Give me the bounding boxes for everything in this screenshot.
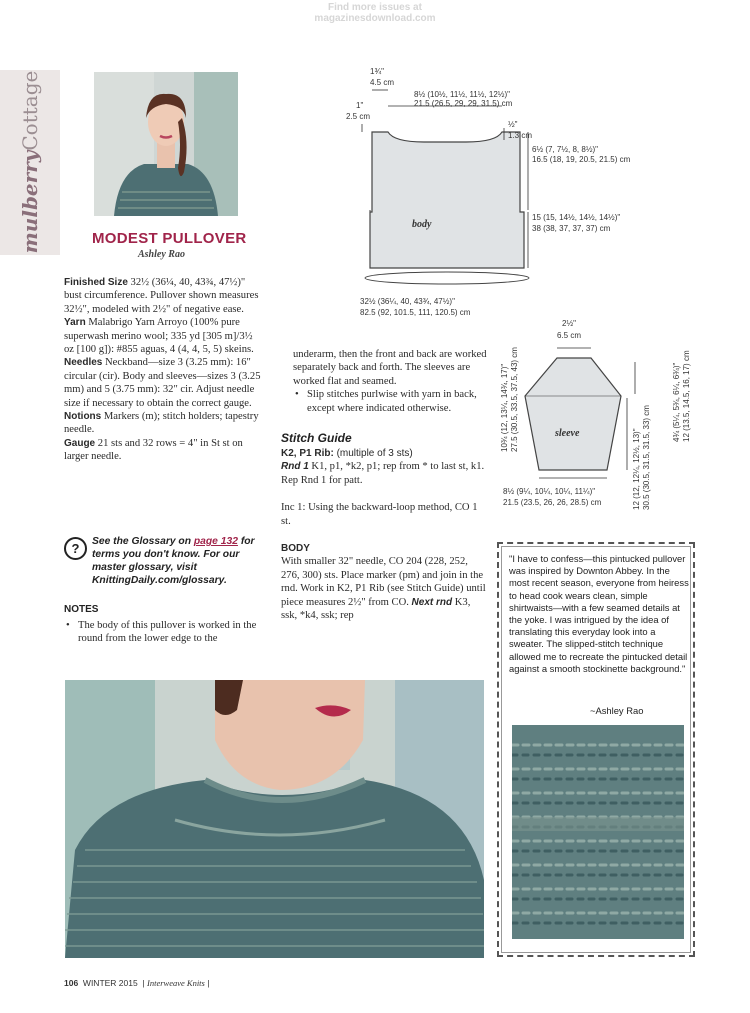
watermark-line2: magazinesdownload.com (314, 13, 436, 24)
quote-attribution: ~Ashley Rao (590, 705, 644, 716)
notes-continued-text: underarm, then the front and back are worked separately back and forth. The sleeves are worked flat and seamed. (293, 349, 487, 387)
sleeve-schematic (495, 318, 700, 518)
needles-label: Needles (64, 357, 103, 369)
finished-size (64, 276, 264, 316)
rib-multiple: (multiple of 3 sts) (333, 448, 413, 459)
portrait-photo (94, 72, 238, 216)
pattern-title: MODEST PULLOVER (92, 230, 247, 247)
edge-cm: 2.5 cm (346, 112, 371, 121)
repeat-text: Rep Rnd 1 for patt. (281, 474, 363, 486)
rnd1-text: K1, p1, *k2, p1; rep from * to last st, k1. (308, 461, 485, 473)
caph-cm: 12 (13.5, 14.5, 16, 17) cm (682, 350, 691, 442)
magazine-name: Interweave Knits (147, 978, 205, 988)
body-label: body (412, 219, 432, 230)
glossary-text (92, 535, 264, 587)
question-icon: ? (64, 537, 87, 560)
cuff-cm: 21.5 (23.5, 26, 26, 28.5) cm (503, 498, 602, 507)
next-rnd-label: Next rnd (411, 596, 453, 608)
gauge (64, 437, 264, 464)
needles (64, 356, 264, 410)
notions-label: Notions (64, 411, 102, 423)
next-rnd-text: K3, ssk, *k4, ssk; rep (281, 596, 471, 622)
glossary-before: See the Glossary on (92, 536, 194, 547)
finished-size-text: 32½ (36¼, 40, 43¾, 47½)" bust circumference. Pullover shown measures 32½", modeled with 2½" of negative ease. (64, 277, 259, 315)
watermark-line1: Find more issues at (328, 2, 422, 13)
notions-text: Markers (m); stitch holders; tapestry needle. (64, 411, 259, 436)
length-cm: 38 (38, 37, 37, 37) cm (532, 224, 611, 233)
swatch-photo (512, 725, 684, 939)
notes-bullet-1: • The body of this pullover is worked in the round from the lower edge to the (64, 619, 264, 646)
armhole-cm: 16.5 (18, 19, 20.5, 21.5) cm (532, 155, 631, 164)
length-in: 15 (15, 14½, 14½, 14½)" (532, 213, 621, 222)
rib-label: K2, P1 Rib: (281, 448, 334, 459)
designer-name: Ashley Rao (138, 249, 185, 260)
shoulder-in: 1¾" (370, 67, 384, 76)
page-number: 106 (64, 978, 79, 988)
caph-in: 4¾ (5¼, 5¾, 6¼, 6¾)" (672, 362, 681, 442)
finished-size-label: Finished Size (64, 277, 128, 288)
notes-text (64, 619, 264, 646)
sleeve-len-cm: 30.5 (30.5, 31.5, 31.5, 33) cm (642, 405, 651, 510)
inc-text: Inc 1: Using the backward-loop method, CO 1 st. (281, 502, 478, 527)
specs-column (64, 276, 264, 464)
section-tab-label (18, 71, 42, 254)
neck-in: 8½ (10½, 11½, 11½, 12½)" (414, 90, 510, 99)
rib-definition (281, 447, 486, 460)
page-folio: 106 WINTER 2015 | Interweave Knits | (64, 978, 210, 988)
shoulder-cm: 4.5 cm (370, 78, 395, 87)
glossary-page-link[interactable]: page 132 (193, 536, 238, 547)
upper-in: 10¾ (12, 13¼, 14¾, 17)" (500, 363, 509, 452)
gauge-label: Gauge (64, 437, 96, 449)
glossary-after: for terms you don't know. For our master glossary, visit KnittingDaily.com/glossary. (92, 536, 255, 586)
notes-heading: NOTES (64, 604, 99, 615)
body-heading: BODY (281, 543, 310, 555)
body-schematic (330, 60, 650, 322)
stitch-guide-heading: Stitch Guide (281, 431, 352, 445)
cap-cm: 6.5 cm (557, 331, 582, 340)
bust-cm: 82.5 (92, 101.5, 111, 120.5) cm (360, 308, 471, 317)
rnd1 (281, 460, 486, 473)
notes-continued (293, 348, 488, 415)
yarn-label: Yarn (64, 317, 86, 329)
designer-quote: "I have to confess—this pintucked pullover was inspired by Downton Abbey. In the most recent season, everyone from heiress to head cook wears clean, simple shirtwaists—with a few seamed details at the yoke. I was intrigued by the idea of translating this everyday look into a sweater. The slipped-stitch technique allowed me to recreate the pintucked detail against a smooth stockinette background." (509, 553, 689, 674)
cap-in: 2½" (562, 319, 576, 328)
section-tab-part1: mulberry (18, 150, 42, 254)
neckdrop-in: ½" (508, 120, 518, 129)
needles-text: Neckband—size 3 (3.25 mm): 16" circular (cir). Body and sleeves—sizes 3 (3.25 mm) and 5 (3.75 mm): 32" cir. Adjust needle size if necessary to obtain the correct gauge. (64, 357, 261, 409)
issue-name: WINTER 2015 (82, 978, 138, 988)
rnd1-label: Rnd 1 (281, 461, 309, 473)
glossary-callout (64, 535, 264, 587)
section-tab-part2: Cottage (18, 70, 42, 151)
notions (64, 410, 264, 437)
sleeve-len-in: 12 (12, 12¼, 12½, 13)" (632, 428, 641, 510)
body-instructions (281, 555, 486, 622)
bust-in: 32½ (36¼, 40, 43¾, 47½)" (360, 297, 455, 306)
model-photo (65, 680, 484, 958)
yarn (64, 316, 264, 356)
edge-in: 1" (356, 101, 364, 110)
neck-cm: 21.5 (26.5, 29, 29, 31.5) cm (414, 99, 513, 108)
upper-cm: 27.5 (30.5, 33.5, 37.5, 43) cm (510, 347, 519, 452)
gauge-text: 21 sts and 32 rows = 4" in St st on larger needle. (64, 437, 243, 463)
sleeve-label: sleeve (555, 428, 580, 439)
watermark (0, 2, 750, 24)
cuff-in: 8½ (9¼, 10¼, 10¼, 11¼)" (503, 487, 596, 496)
notes-bullet-2: • Slip stitches purlwise with yarn in back, except where indicated otherwise. (293, 388, 488, 415)
armhole-in: 6½ (7, 7½, 8, 8½)" (532, 145, 598, 154)
section-tab (0, 70, 60, 255)
neckdrop-cm: 1.3 cm (508, 131, 533, 140)
body-text: With smaller 32" needle, CO 204 (228, 252, 276, 300) sts. Place marker (pm) and join in the rnd. Work in K2, P1 Rib (see Stitch Guide) until piece measures 2½" from CO. (281, 556, 486, 608)
stitch-guide-body (281, 447, 486, 622)
yarn-text: Malabrigo Yarn Arroyo (100% pure superwash merino wool; 335 yd [305 m]/3½ oz [100 g]): #855 aguas, 4 (4, 4, 5, 5) skeins. (64, 317, 254, 356)
